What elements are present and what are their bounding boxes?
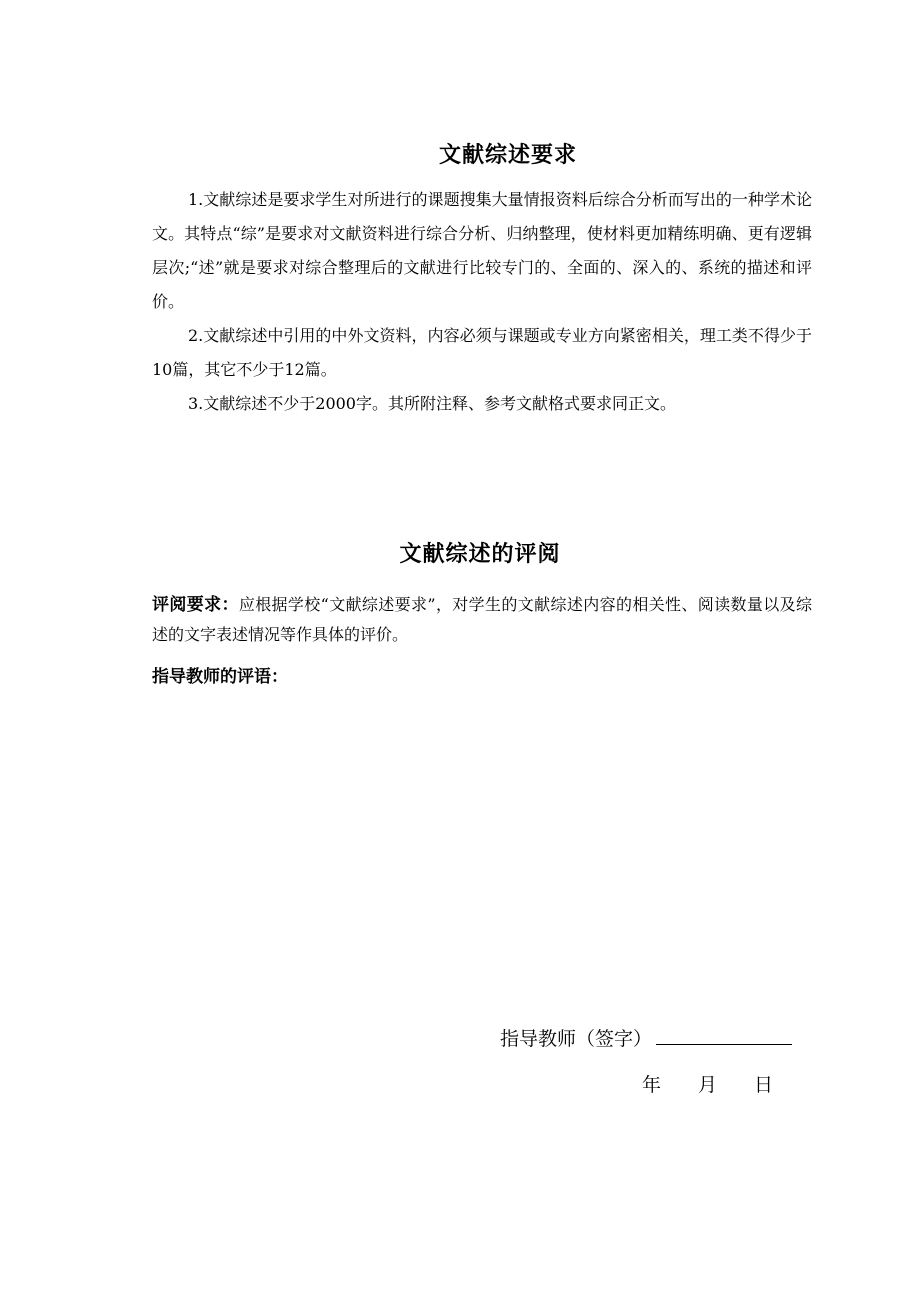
review-requirement-label: 评阅要求： [152,595,239,615]
review-requirement [152,590,812,650]
review-requirement-paragraph [152,590,812,650]
date-year-label: 年 [642,1074,662,1096]
date-day-label: 日 [754,1074,774,1096]
signature-blank-line[interactable] [656,1022,792,1045]
requirement-item-2: 2.文献综述中引用的中外文资料，内容必须与课题或专业方向紧密相关，理工类不得少于10篇，其它不少于12篇。 [152,326,812,379]
requirement-item-1: 1.文献综述是要求学生对所进行的课题搜集大量情报资料后综合分析而写出的一种学术论文。其特点“综”是要求对文献资料进行综合分析、归纳整理，使材料更加精练明确、更有逻辑层次;“述”就是要求对综合整理后的文献进行比较专门的、全面的、深入的、系统的描述和评价。 [152,190,812,311]
review-requirement-text: 应根据学校“文献综述要求”，对学生的文献综述内容的相关性、阅读数量以及综述的文字表述情况等作具体的评价。 [152,595,812,644]
requirements-list [152,183,812,421]
signature-date [642,1070,810,1100]
signature-label: 指导教师（签字） [500,1028,653,1050]
requirements-title: 文献综述要求 [438,142,577,168]
review-title: 文献综述的评阅 [399,541,561,567]
requirement-item-3: 3.文献综述不少于2000字。其所附注释、参考文献格式要求同正文。 [188,394,676,413]
advisor-comment-label: 指导教师的评语： [152,667,288,687]
date-month-label: 月 [698,1074,718,1096]
advisor-signature [500,1022,792,1054]
